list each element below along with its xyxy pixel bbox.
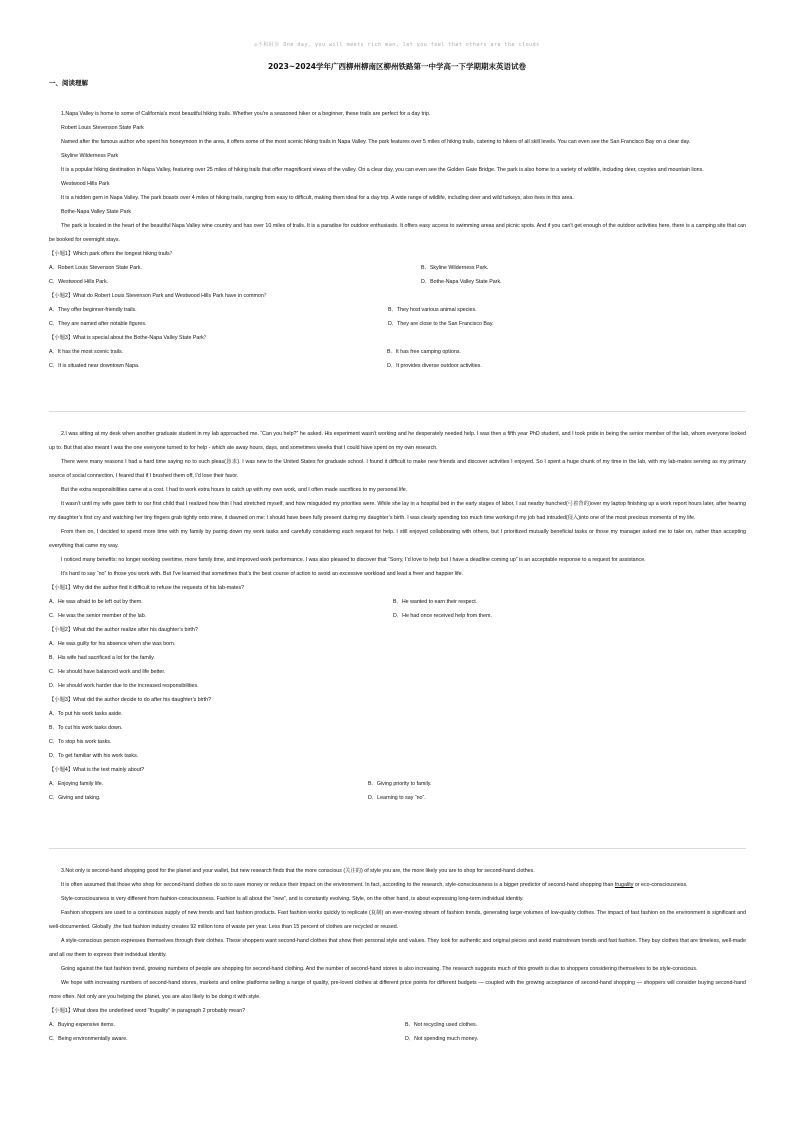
paragraph: But the extra responsibilities came at a cost. I had to work extra hours to catch up with my own work, and I often made sacrifices to my personal life. [61,487,408,493]
option-a[interactable]: A．To put his work tasks aside. [49,711,123,717]
passage-divider [49,411,746,412]
paragraph: Style-consciousness is very different from fashion-consciousness. Fashion is all about the “new”, and is constantly evolving. Style, on the other hand, is about expressing long-term individual identity. [61,896,524,902]
option-row [49,317,746,331]
paragraph: It wasn’t until my wife gave birth to our first child that I realized how thin I had stretched myself, and how misguided my priorities were. While she lay in a hospital bed in the early stages of labor, I sat nearby hunched(弓着背的)over my laptop finishing up a work report hours later, after hearing my daughter’s first cry and watching her tiny fingers grab tightly onto mine, it dawned on me: I should have been fully present during my daughter’s birth. I was clearly spending too much time working if my job had intruded(侵入)into one of the most precious moments of my life. [49,501,746,521]
question-stem: 【小题2】What did the author realize after his daughter’s birth? [49,627,198,633]
paragraph: There were many reasons I had a hard time saying no to such pleas(恳求). I was new to the United States for graduate school. I found it difficult to make new friends and discover activities I enjoyed. So I spent a huge chunk of my time in the lab, with my lab-mates serving as my primary source of social connection, I feared that if I brushed them off, I’d lose their favor. [49,459,746,479]
option-d[interactable]: D．Not spending much money. [405,1036,479,1042]
option-b[interactable]: B．His wife had sacrificed a lot for the family. [49,655,155,661]
option-row [49,359,746,373]
option-row [49,1032,746,1046]
question-stem: 【小题1】What does the underlined word “frugality” in paragraph 2 probably mean? [49,1008,246,1014]
paragraph: 3.Not only is second-hand shopping good for the planet and your wallet, but new research finds that the more conscious (关注的) of style you are, the more likely you are to shop for second-hand clothes. [61,868,535,874]
option-row [49,791,746,805]
option-d[interactable]: D．He had once received help from them. [393,613,492,619]
paragraph: I noticed many benefits: no longer working overtime, more family time, and improved work performance. I was also pleased to discover that “Sorry, I’d love to help but I have a deadline coming up” is an acceptable response to a request for assistance. [61,557,646,563]
option-c[interactable]: C．Being environmentally aware. [49,1036,128,1042]
option-b[interactable]: B．Skyline Wilderness Park. [421,265,489,271]
passage-1-intro: 1.Napa Valley is home to some of California's most beautiful hiking trails. Whether you're a seasoned hiker or a beginner, these trails are perfect for a day trip. [61,111,431,117]
option-row [49,275,746,289]
option-c[interactable]: C．They are named after notable figures. [49,321,147,327]
option-d[interactable]: D．Learning to say “no”. [368,795,426,801]
park-name: Westwood Hills Park [61,181,110,187]
passage-2 [49,427,746,805]
question-stem: 【小题4】What is the text mainly about? [49,767,145,773]
option-c[interactable]: C．It is situated near downtown Napa. [49,363,140,369]
option-d[interactable]: D．He should work harder due to the increased responsibilities. [49,683,199,689]
option-c[interactable]: C．He should have balanced work and life better. [49,669,166,675]
paragraph: Fashion shoppers are used to a continuous supply of new trends and fast fashion products. Fast fashion works quickly to replicate (复制) an ever-moving stream of fashion trends, generating large volumes of low-quality clothes. The impact of fast fashion on the environment is significant and well-documented. Globally ,the fast fashion industry creates 92 million tons of waste per year. Less than 15 percent of clothes are recycled or reused. [49,910,746,930]
option-a[interactable]: A．Enjoying family life. [49,781,104,787]
passage-3 [49,864,746,1046]
park-description: It is a popular hiking destination in Napa Valley, featuring over 25 miles of hiking trails that offer magnificent views of the valley. On a clear day, you can even see the Golden Gate Bridge. The park is also home to a variety of wildlife, including deer, coyotes and mountain lions. [61,167,704,173]
park-description: Named after the famous author who spent his honeymoon in the area, it offers some of the most scenic hiking trails in Napa Valley. The park features over 5 miles of hiking trails, catering to hikers of all skill levels. You can even see the San Francisco Bay on a clear day. [61,139,691,145]
option-c[interactable]: C．Westwood Hills Park. [49,279,109,285]
park-name: Robert Louis Stevenson State Park [61,125,144,131]
option-row [49,345,746,359]
park-description: The park is located in the heart of the beautiful Napa Valley wine country and has over 10 miles of trails. It is a paradise for outdoor enthusiasts. It offers easy access to swimming areas and picnic spots. And if you can't get enough of the outdoor activities here, there is a camping site that can be booked for overnight stays. [49,223,746,243]
option-b[interactable]: B．It has free camping options. [387,349,461,355]
paragraph: Going against the fast fashion trend, growing numbers of people are shopping for second-hand clothing. And the number of second-hand stores is also increasing. The research suggests much of this growth is due to shoppers considering themselves to be style-conscious. [61,966,698,972]
option-b[interactable]: B．Not recycling used clothes. [405,1022,478,1028]
paragraph: It’s hard to say “no” to those you work with. But I’ve learned that sometimes that’s the best course of action to avoid an excessive workload and lead a freer and happier life. [61,571,463,577]
question-stem: 【小题3】What did the author decide to do after his daughter’s birth? [49,697,212,703]
section-heading: 一、阅读理解 [49,79,88,87]
option-row [49,261,746,275]
option-row [49,609,746,623]
option-d[interactable]: D．Bothe-Napa Valley State Park. [421,279,502,285]
option-row [49,1018,746,1032]
header-motto: ◎不积跬步 One day, you will meets rich man, let you feel that others are the clouds [254,42,540,48]
option-a[interactable]: A．He was afraid to be left out by them. [49,599,143,605]
option-a[interactable]: A．It has the most scenic trails. [49,349,124,355]
option-d[interactable]: D．To get familiar with his work tasks. [49,753,139,759]
question-stem: 【小题1】Which park offers the longest hiking trails？ [49,251,175,257]
option-a[interactable]: A．Robert Louis Stevenson State Park. [49,265,143,271]
park-name: Bothe-Napa Valley State Park [61,209,131,215]
question-stem: 【小题3】What is special about the Bothe-Napa Valley State Park？ [49,335,210,341]
option-a[interactable]: A．Buying expensive items. [49,1022,115,1028]
park-name: Skyline Wilderness Park [61,153,119,159]
passage-divider [49,848,746,849]
passage-1 [49,107,746,373]
option-c[interactable]: C．Giving and taking. [49,795,101,801]
option-b[interactable]: B．To cut his work tasks down. [49,725,123,731]
park-description: It is a hidden gem in Napa Valley. The park boasts over 4 miles of hiking trails, ranging from easy to difficult, making them ideal for a day trip. A wide range of wildlife, including deer and wild turkeys, also lives in this area. [61,195,574,201]
paragraph: We hope with increasing numbers of second-hand stores, markets and online platforms selling a range of quality, pre-loved clothes at different price points for different budgets — coupled with the growing acceptance of second-hand shopping — shoppers will consider buying second-hand more often. Not only are you helping the planet, you are also likely to be doing it with style. [49,980,746,1000]
option-a[interactable]: A．He was guilty for his absence when she was born. [49,641,176,647]
paragraph: A style-conscious person expresses themselves through their clothes. These shoppers want second-hand clothes that show their personal style and values. They look for authentic and original pieces and avoid mainstream trends and fast fashion. They buy clothes that are timeless, well-made and all ow them to express their individual identity. [49,938,746,958]
option-b[interactable]: B．He wanted to earn their respect. [393,599,478,605]
option-a[interactable]: A．They offer beginner-friendly trails. [49,307,137,313]
option-d[interactable]: D．They are close to the San Francisco Bay. [388,321,494,327]
paragraph-text: It is often assumed that those who shop for second-hand clothes do so to save money or reduce their impact on the environment. In fact, according to the research, style-consciousness is a bigger predictor of second-hand shopping than [61,882,615,888]
option-row [49,777,746,791]
paragraph: From then on, I decided to spend more time with my family by paring down my work tasks and carefully considering each request for help. I still enjoyed collaborating with others, but I prioritized mutually beneficial tasks or those my manager asked me to take on, rather than accepting everything that came my way. [49,529,746,549]
option-row [49,303,746,317]
option-d[interactable]: D．It provides diverse outdoor activities. [387,363,482,369]
option-row [49,595,746,609]
paragraph-text: or eco-consciousness. [633,882,688,888]
paragraph [49,878,746,892]
question-stem: 【小题2】What do Robert Louis Stevenson Park and Westwood Hills Park have in common？ [49,293,270,299]
option-c[interactable]: C．He was the senior member of the lab. [49,613,147,619]
question-stem: 【小题1】Why did the author find it difficult to refuse the requests of his lab-mates? [49,585,245,591]
option-c[interactable]: C．To stop his work tasks. [49,739,112,745]
option-b[interactable]: B．They host various animal species. [388,307,477,313]
option-b[interactable]: B．Giving priority to family. [368,781,432,787]
underlined-word: frugality [614,882,634,888]
exam-title: 2023~2024学年广西柳州柳南区柳州铁路第一中学高一下学期期末英语试卷 [267,62,527,71]
paragraph: 2.I was sitting at my desk when another graduate student in my lab approached me. “Can you help?” he asked. His experiment wasn’t working and he desperately needed help. I was then a fifth year PhD student, and I took pride in being the senior member of the lab, whom everyone looked up to. But that also meant I was the one everyone turned to for help - which ate away hours, days, and sometimes weeks that I could have spent on my own research. [49,431,746,451]
